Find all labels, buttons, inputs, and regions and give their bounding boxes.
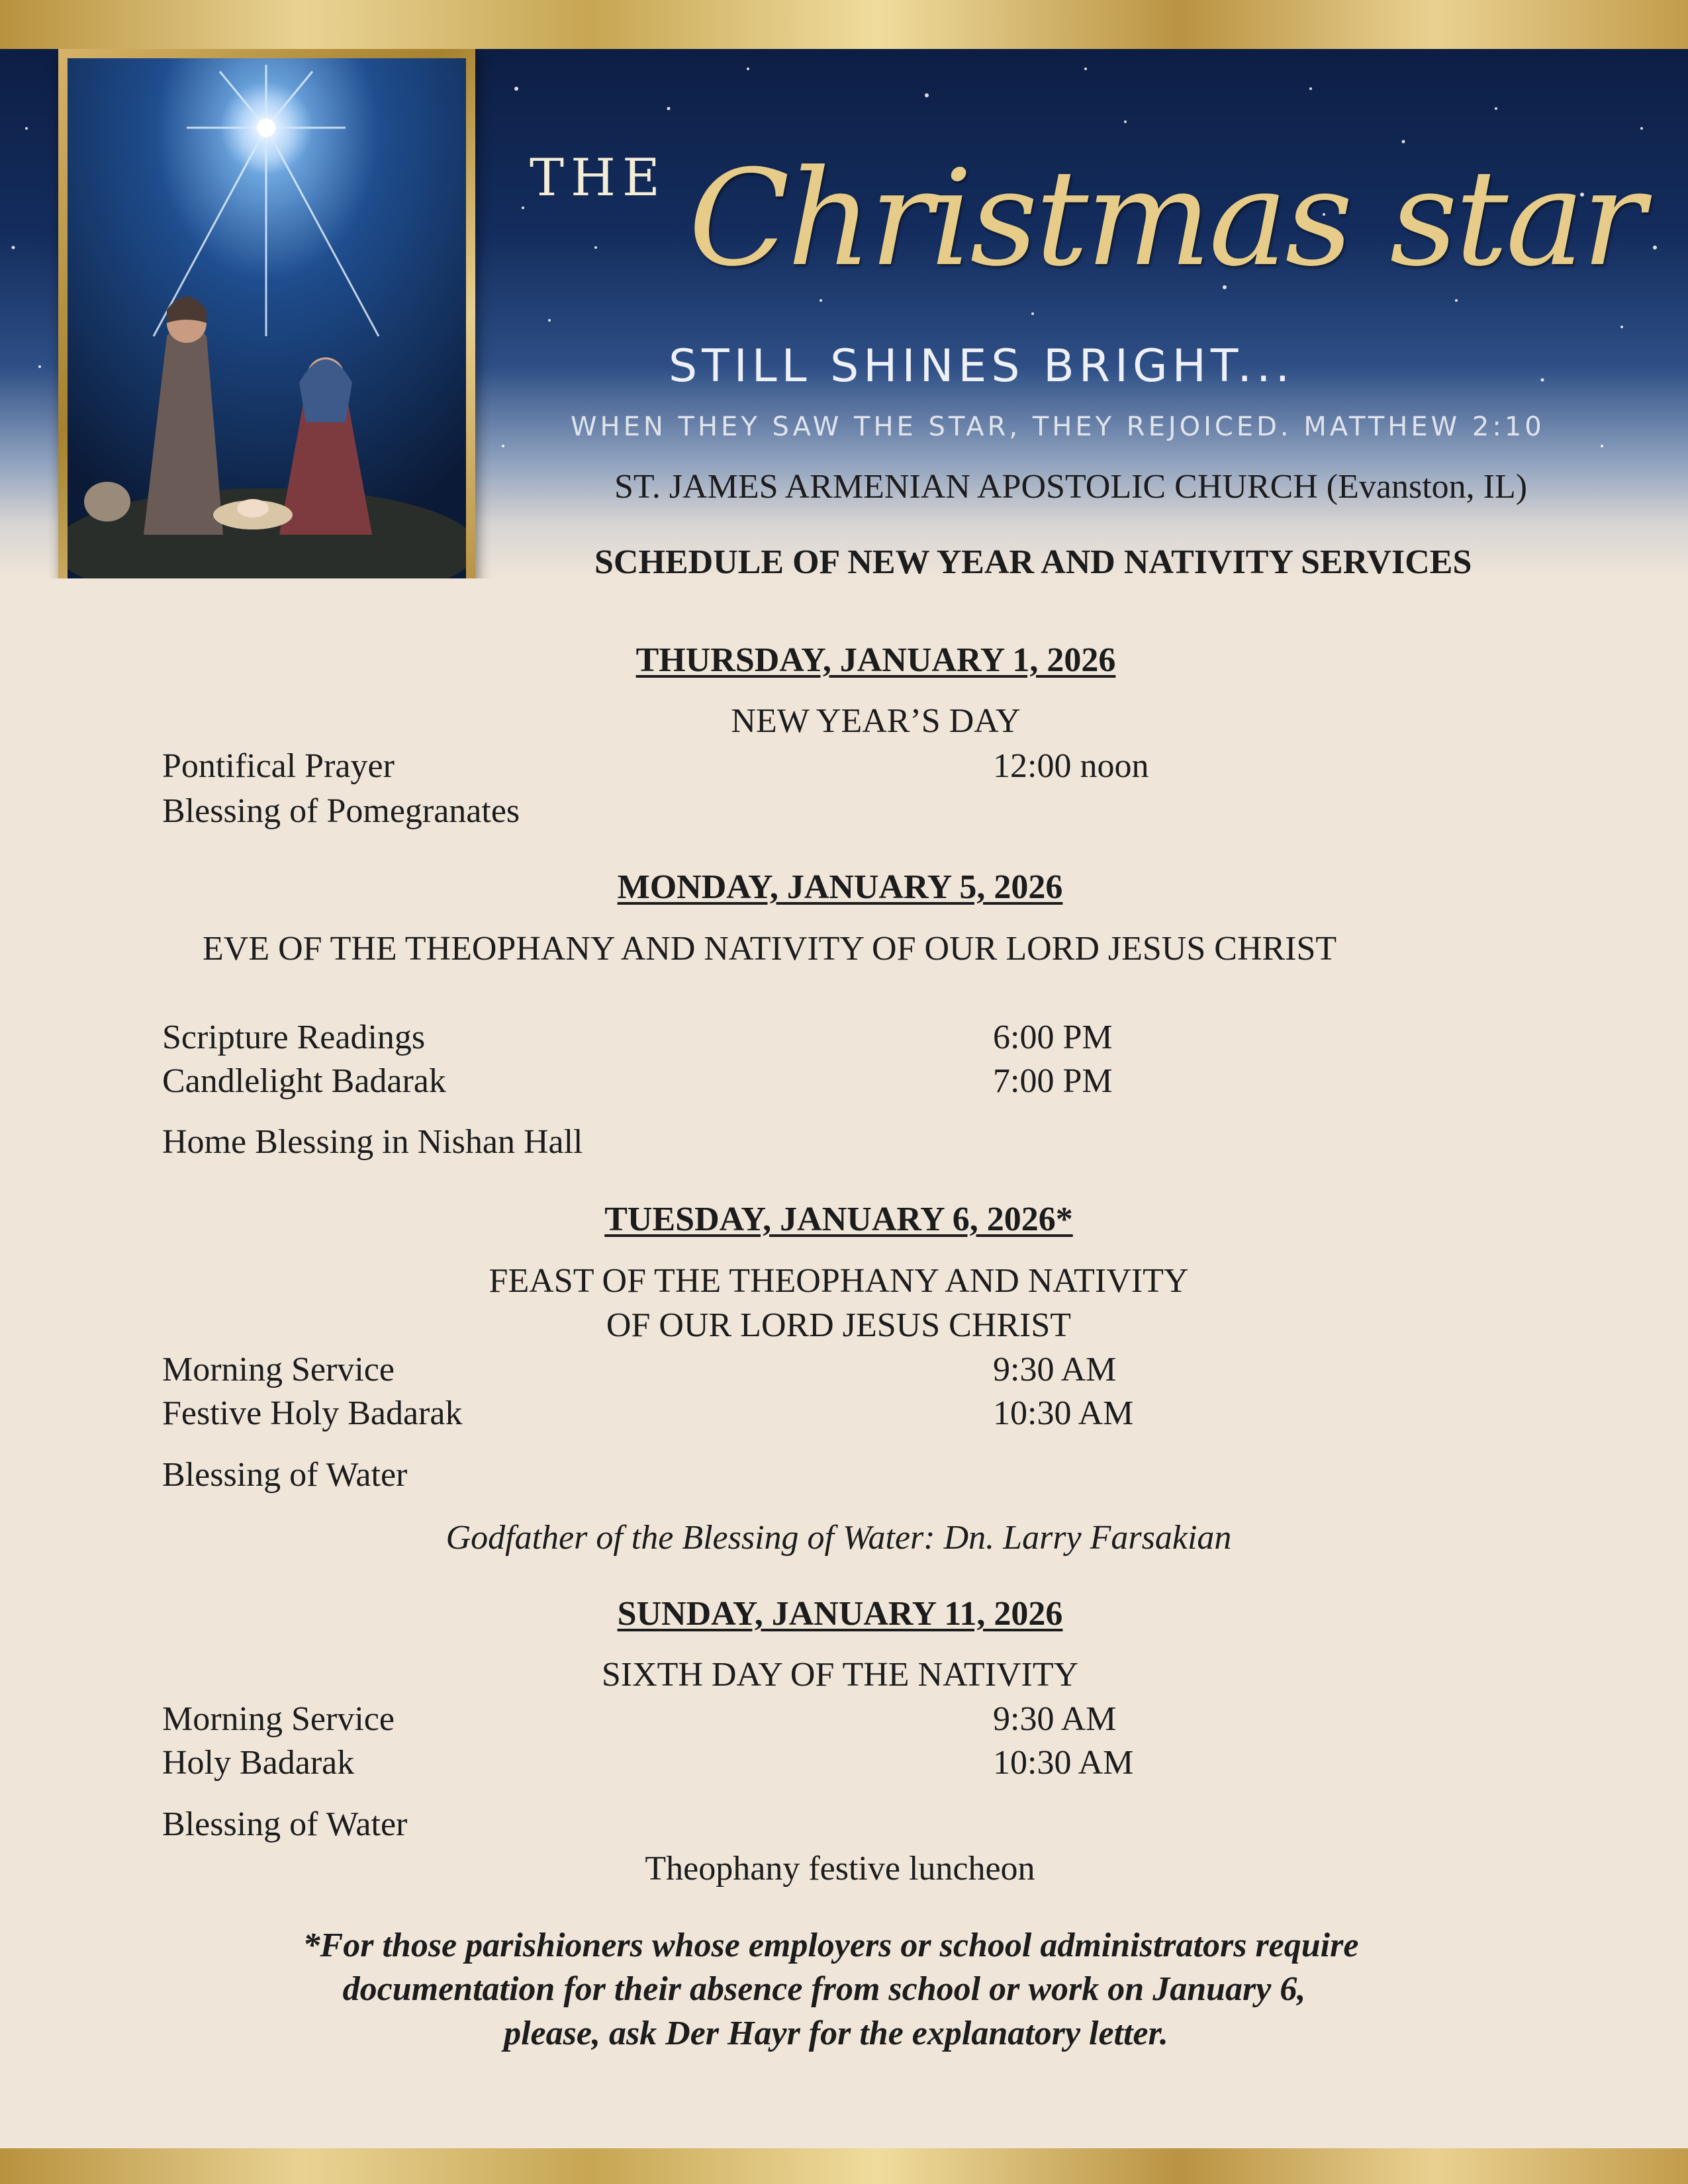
day-3-date: TUESDAY, JANUARY 6, 2026* <box>604 1201 1073 1238</box>
day-1-item-2-label: Blessing of Pomegranates <box>162 792 520 830</box>
day-2-date: MONDAY, JANUARY 5, 2026 <box>617 868 1063 906</box>
footnote-line-1: *For those parishioners whose employers or school administrators require <box>303 1927 1359 1964</box>
day-4-item-2-label: Holy Badarak <box>162 1744 355 1782</box>
footnote-line-2: documentation for their absence from school or work on January 6, <box>342 1970 1306 2008</box>
title-the: THE <box>530 148 667 208</box>
day-4-note: Theophany festive luncheon <box>645 1850 1035 1888</box>
day-4-item-1-time: 9:30 AM <box>993 1700 1117 1738</box>
title-christmas-star: Christmas star <box>688 142 1643 296</box>
day-4-occasion: SIXTH DAY OF THE NATIVITY <box>601 1656 1079 1694</box>
day-4-item-1-label: Morning Service <box>162 1700 395 1738</box>
footnote-line-3: please, ask Der Hayr for the explanatory letter. <box>504 2015 1168 2052</box>
day-1-date: THURSDAY, JANUARY 1, 2026 <box>635 641 1116 679</box>
day-2-item-3-label: Home Blessing in Nishan Hall <box>162 1123 583 1161</box>
gold-border-top <box>0 0 1688 49</box>
scripture-verse: WHEN THEY SAW THE STAR, THEY REJOICED. MATTHEW 2:10 <box>571 412 1545 442</box>
day-4-date: SUNDAY, JANUARY 11, 2026 <box>617 1595 1063 1633</box>
day-3-item-2-label: Festive Holy Badarak <box>162 1394 463 1432</box>
day-4-item-3-label: Blessing of Water <box>162 1805 408 1843</box>
day-3-occasion-line2: OF OUR LORD JESUS CHRIST <box>606 1306 1072 1344</box>
day-1-occasion: NEW YEAR’S DAY <box>731 702 1021 740</box>
day-2-occasion: EVE OF THE THEOPHANY AND NATIVITY OF OUR LORD JESUS CHRIST <box>203 930 1337 968</box>
nativity-scene-image <box>68 58 466 578</box>
title-still-shines-bright: STILL SHINES BRIGHT... <box>669 340 1295 392</box>
day-3-occasion-line1: FEAST OF THE THEOPHANY AND NATIVITY <box>489 1262 1189 1300</box>
gold-border-bottom <box>0 2148 1688 2184</box>
day-3-item-2-time: 10:30 AM <box>993 1394 1134 1432</box>
schedule-title: SCHEDULE OF NEW YEAR AND NATIVITY SERVICES <box>594 543 1472 581</box>
day-2-item-2-label: Candlelight Badarak <box>162 1062 446 1100</box>
day-1-item-1-time: 12:00 noon <box>993 747 1149 785</box>
day-3-item-1-label: Morning Service <box>162 1351 395 1388</box>
day-2-item-1-time: 6:00 PM <box>993 1019 1113 1056</box>
nativity-photo-frame <box>58 49 475 578</box>
day-3-item-1-time: 9:30 AM <box>993 1351 1117 1388</box>
church-name: ST. JAMES ARMENIAN APOSTOLIC CHURCH (Evanston, IL) <box>614 468 1528 506</box>
day-2-item-1-label: Scripture Readings <box>162 1019 426 1056</box>
day-4-item-2-time: 10:30 AM <box>993 1744 1134 1782</box>
day-2-item-2-time: 7:00 PM <box>993 1062 1113 1100</box>
day-3-item-3-label: Blessing of Water <box>162 1456 408 1494</box>
day-1-item-1-label: Pontifical Prayer <box>162 747 395 785</box>
day-3-note: Godfather of the Blessing of Water: Dn. Larry Farsakian <box>445 1519 1232 1557</box>
